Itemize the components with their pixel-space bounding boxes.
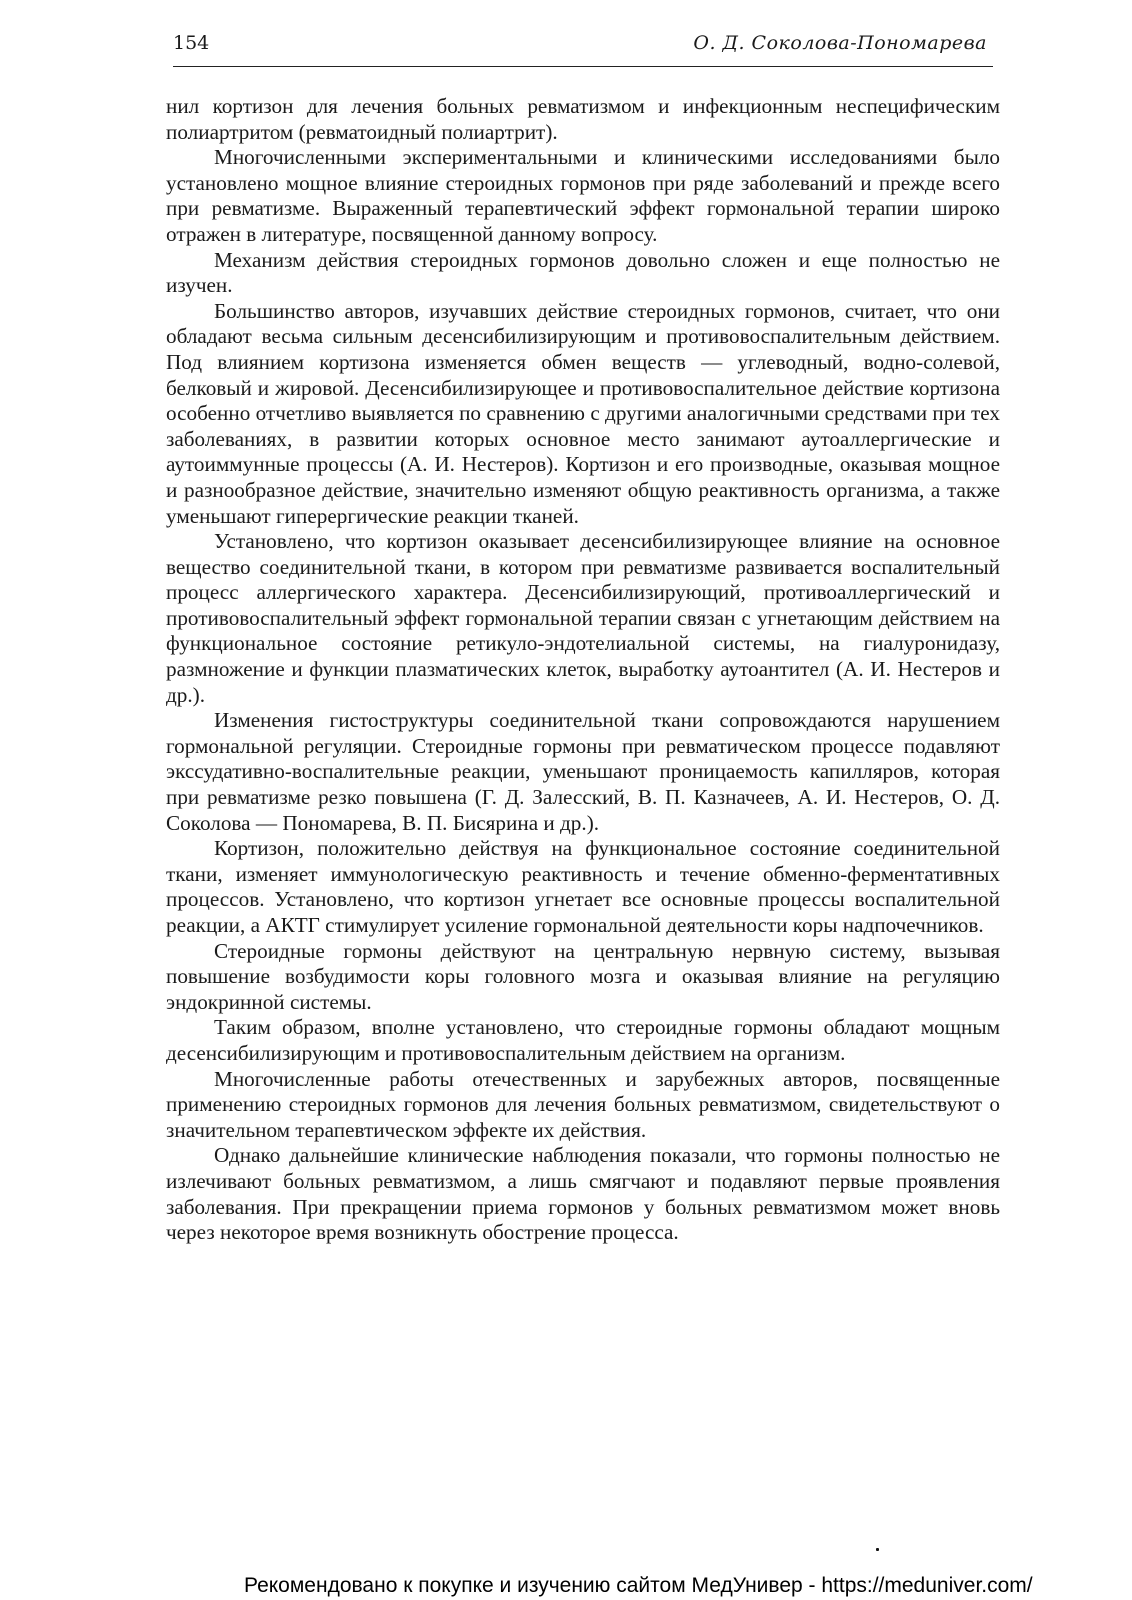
paragraph: Однако дальнейшие клинические наблюдения показали, что гормоны полностью не излечивают больных ревматизмом, а лишь смягчают и подавляют первые проявления заболевания. При прекращении приема гормонов у больных ревматизмом может вновь через некоторое время возникнуть обострение процесса.	[166, 1143, 1000, 1245]
paragraph: Установлено, что кортизон оказывает десенсибилизирующее влияние на основное вещество соединительной ткани, в котором при ревматизме развивается воспалительный процесс аллергического характера. Десенсибилизирующий, противоаллергический и противовоспалительный эффект гормональной терапии связан с угнетающим действием на функциональное состояние ретикуло-эндотелиальной системы, на гиалуронидазу, размножение и функции плазматических клеток, выработку аутоантител (А. И. Нестеров и др.).	[166, 529, 1000, 707]
paragraph: нил кортизон для лечения больных ревматизмом и инфекционным неспецифическим полиартритом (ревматоидный полиартрит).	[166, 94, 1000, 144]
body-text	[166, 94, 1000, 1246]
print-speck	[876, 1548, 879, 1551]
page-header	[173, 30, 993, 67]
paragraph: Механизм действия стероидных гормонов довольно сложен и еще полностью не изучен.	[166, 247, 1000, 298]
paragraph: Большинство авторов, изучавших действие стероидных гормонов, считает, что они обладают весьма сильным десенсибилизирующим и противовоспалительным действием. Под влиянием кортизона изменяется обмен веществ — углеводный, водно-солевой, белковый и жировой. Десенсибилизирующее и противовоспалительное действие кортизона особенно отчетливо выявляется по сравнению с другими аналогичными средствами при тех заболеваниях, в развитии которых основное место занимают аутоаллергические и аутоиммунные процессы (А. И. Нестеров). Кортизон и его производные, оказывая мощное и разнообразное действие, значительно изменяют общую реактивность организма, а также уменьшают гиперергические реакции тканей.	[166, 298, 1000, 528]
paragraph: Таким образом, вполне установлено, что стероидные гормоны обладают мощным десенсибилизирующим и противовоспалительным действием на организм.	[166, 1015, 1000, 1065]
paragraph: Изменения гистоструктуры соединительной ткани сопровождаются нарушением гормональной регуляции. Стероидные гормоны при ревматическом процессе подавляют экссудативно-воспалительные реакции, уменьшают проницаемость капилляров, которая при ревматизме резко повышена (Г. Д. Залесский, В. П. Казначеев, А. И. Нестеров, О. Д. Соколова — Пономарева, В. П. Бисярина и др.).	[166, 708, 1000, 835]
running-title: О. Д. Соколова-Пономарева	[693, 32, 987, 54]
footer-watermark: Рекомендовано к покупке и изучению сайтом МедУнивер - https://meduniver.com/	[244, 1574, 1033, 1597]
page-number: 154	[173, 32, 210, 54]
paragraph: Стероидные гормоны действуют на центральную нервную систему, вызывая повышение возбудимости коры головного мозга и оказывая влияние на регуляцию эндокринной системы.	[166, 938, 1000, 1014]
paragraph: Многочисленными экспериментальными и клиническими исследованиями было установлено мощное влияние стероидных гормонов при ряде заболеваний и прежде всего при ревматизме. Выраженный терапевтический эффект гормональной терапии широко отражен в литературе, посвященной данному вопросу.	[166, 145, 1000, 246]
paragraph: Кортизон, положительно действуя на функциональное состояние соединительной ткани, изменяет иммунологическую реактивность и течение обменно-ферментативных процессов. Установлено, что кортизон угнетает все основные процессы воспалительной реакции, а АКТГ стимулирует усиление гормональной деятельности коры надпочечников.	[166, 836, 1000, 937]
paragraph: Многочисленные работы отечественных и зарубежных авторов, посвященные применению стероидных гормонов для лечения больных ревматизмом, свидетельствуют о значительном терапевтическом эффекте их действия.	[166, 1066, 1000, 1142]
